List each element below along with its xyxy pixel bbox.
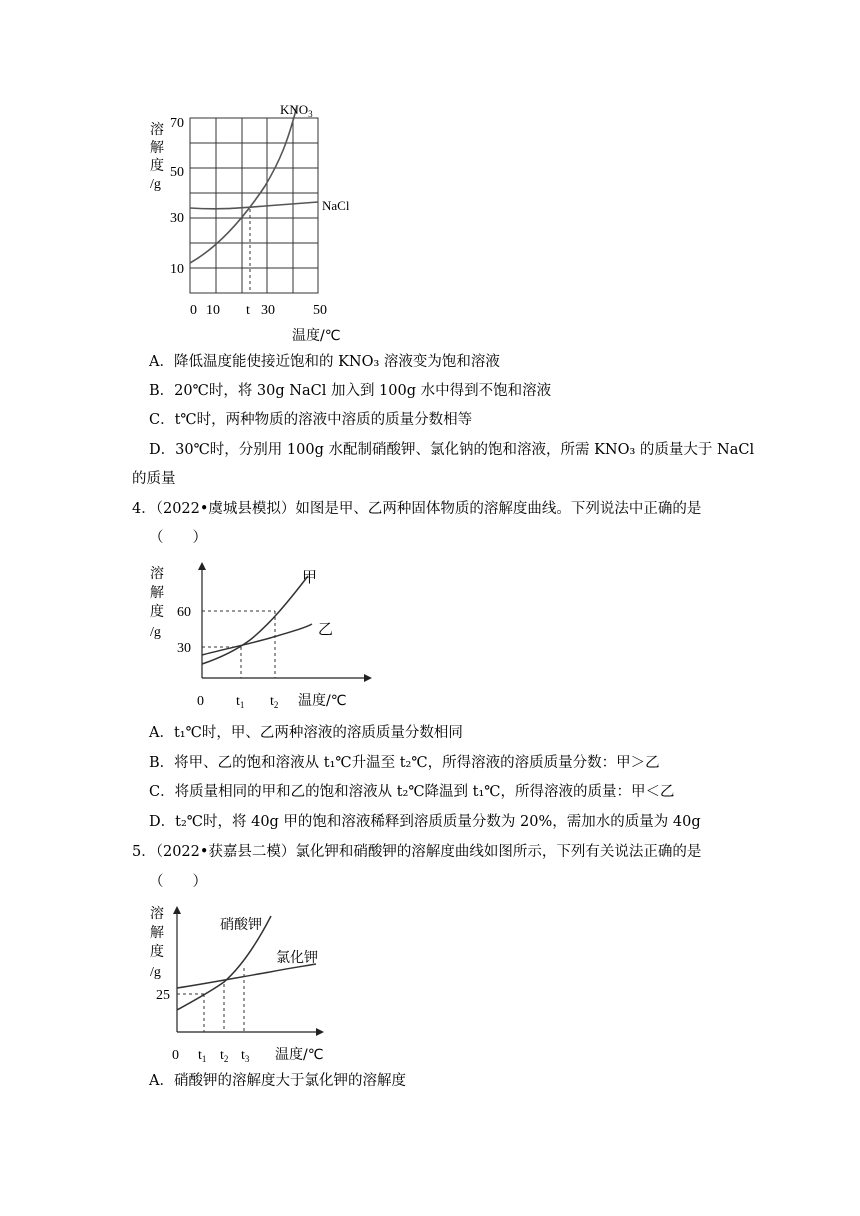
y-axis-label-2: 解 [150,585,164,601]
figure-jia-yi-solubility [140,560,380,712]
x-axis-arrow [316,1028,324,1036]
q4-stem: 4．（2022•虞城县模拟）如图是甲、乙两种固体物质的溶解度曲线。下列说法中正确的是 [132,501,702,517]
y-axis-label-4: /g [150,965,161,980]
y-axis-label-4: /g [150,625,161,640]
q4-option-c: C．将质量相同的甲和乙的饱和溶液从 t₂℃降温到 t₁℃，所得溶液的质量：甲＜乙 [149,784,675,800]
x-tick-t2: $t_2$ [270,694,279,710]
q3-option-b: B．20℃时，将 30g NaCl 加入到 100g 水中得到不饱和溶液 [149,383,552,399]
figure-kno3-nacl-solubility [140,96,370,348]
y-axis-label-3: 度 [150,944,164,960]
yi-curve [202,624,312,655]
y-tick-30: 30 [177,641,191,656]
y-tick-10: 10 [170,262,184,277]
q5-answer-blank: （ ） [149,874,207,890]
x-tick-30: 30 [261,303,275,318]
y-axis-label-1: 溶 [150,906,164,922]
q4-option-a: A．t₁℃时，甲、乙两种溶液的溶质质量分数相同 [149,725,463,741]
x-tick-10: 10 [206,303,220,318]
kno3-curve [190,106,297,263]
x-axis-label: 温度/℃ [298,693,347,709]
nacl-label: NaCl [322,198,350,213]
y-tick-30: 30 [170,211,184,226]
kcl-curve [177,964,316,988]
grid [190,118,318,293]
x-tick-0: 0 [197,694,204,709]
q3-option-d-continued: 的质量 [132,471,176,487]
y-tick-50: 50 [170,165,184,180]
q3-option-a: A．降低温度能使接近饱和的 KNO₃ 溶液变为饱和溶液 [149,354,500,370]
x-tick-0: 0 [190,303,197,318]
x-tick-t1: $t_1$ [236,694,245,710]
x-axis-label: 温度/℃ [275,1047,324,1063]
y-tick-70: 70 [170,116,184,131]
y-axis-arrow [198,562,206,570]
x-tick-0: 0 [172,1048,179,1063]
figure-kcl-kno3-solubility [140,902,350,1068]
y-axis-label-1: 溶 [150,122,164,138]
y-axis-label-4: /g [150,177,161,192]
y-axis-arrow [173,906,181,914]
kno3-label: 硝酸钾 [220,917,262,933]
y-tick-60: 60 [177,605,191,620]
y-axis-label-2: 解 [150,140,164,156]
x-tick-t1: $t_1$ [198,1048,207,1064]
y-axis-label-1: 溶 [150,566,164,582]
kno3-label: $KNO_3$ [280,102,313,119]
x-tick-t: t [246,303,250,318]
q3-option-d: D．30℃时，分别用 100g 水配制硝酸钾、氯化钠的饱和溶液，所需 KNO₃ 的质量大于 NaCl [149,442,755,458]
x-tick-50: 50 [313,303,327,318]
x-axis-arrow [364,674,372,682]
x-tick-t2: $t_2$ [220,1048,229,1064]
y-tick-25: 25 [156,988,170,1003]
jia-label: 甲 [302,568,318,586]
y-axis-label-3: 度 [150,158,164,174]
q4-answer-blank: （ ） [149,530,207,546]
y-axis-label-2: 解 [150,925,164,941]
y-axis-label-3: 度 [150,604,164,620]
q5-stem: 5．（2022•获嘉县二模）氯化钾和硝酸钾的溶解度曲线如图所示，下列有关说法正确的是 [132,844,702,860]
x-axis-label: 温度/℃ [292,328,341,344]
q4-option-b: B．将甲、乙的饱和溶液从 t₁℃升温至 t₂℃，所得溶液的溶质质量分数：甲＞乙 [149,755,660,771]
yi-label: 乙 [318,620,334,638]
kcl-label: 氯化钾 [276,950,318,966]
q5-option-a: A．硝酸钾的溶解度大于氯化钾的溶解度 [149,1073,406,1089]
x-tick-t3: $t_3$ [241,1048,250,1064]
q4-option-d: D．t₂℃时，将 40g 甲的饱和溶液稀释到溶质质量分数为 20%，需加水的质量为 40g [149,814,701,830]
q3-option-c: C．t℃时，两种物质的溶液中溶质的质量分数相等 [149,412,473,428]
